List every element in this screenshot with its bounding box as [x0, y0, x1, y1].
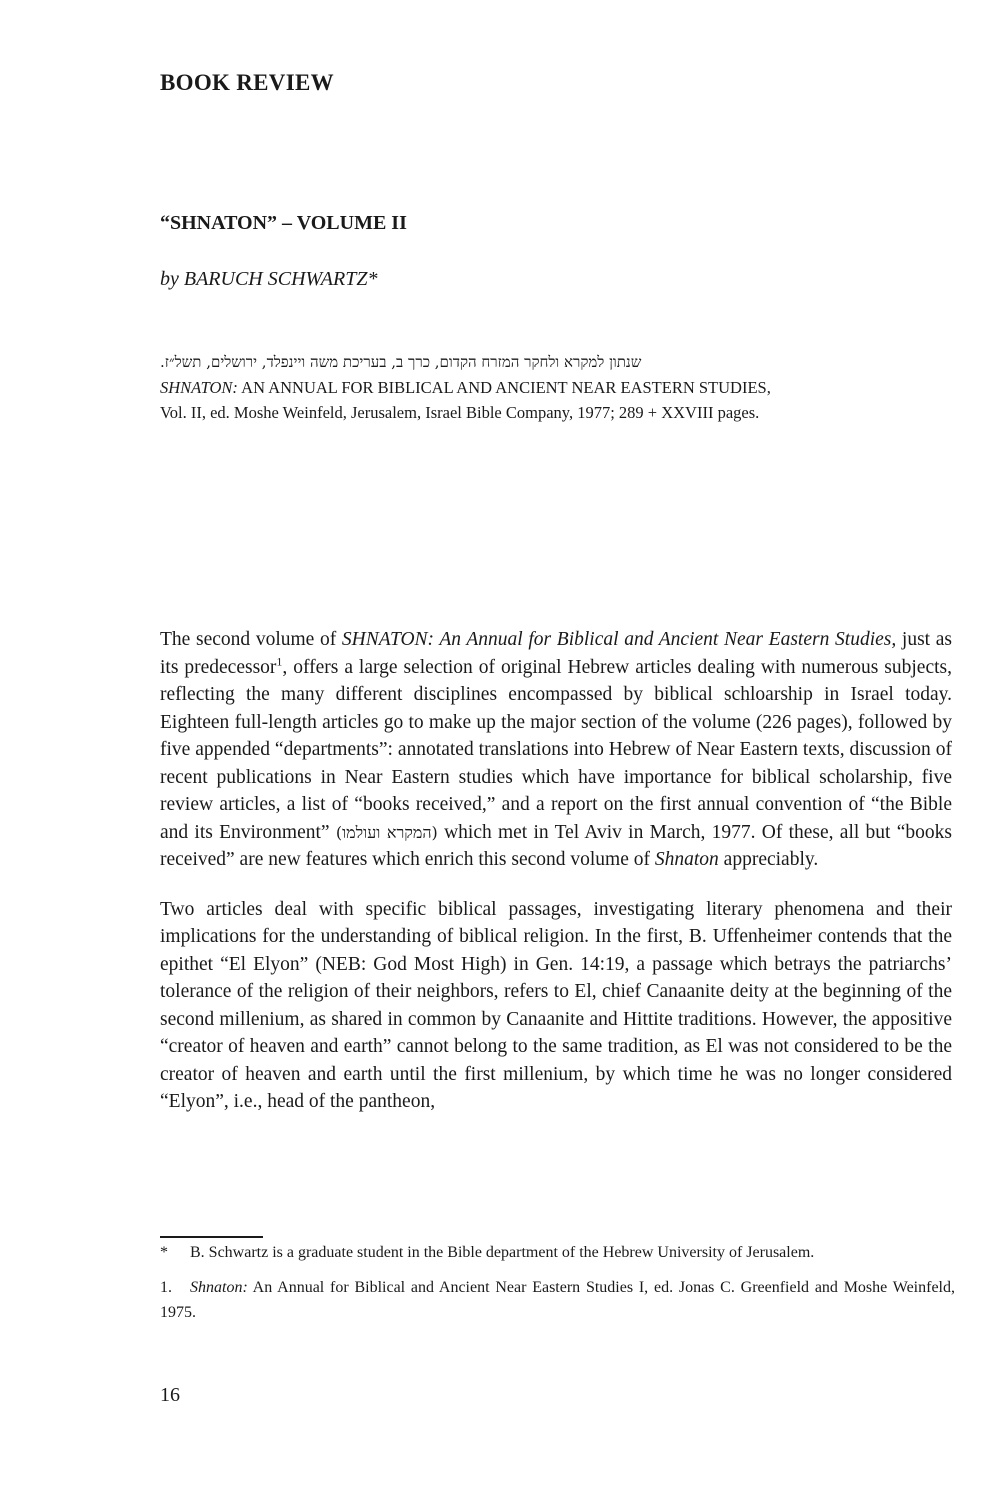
- footnote-1-title: Shnaton:: [190, 1279, 248, 1296]
- section-label: BOOK REVIEW: [160, 70, 334, 95]
- page-number: 16: [160, 1384, 180, 1406]
- footnote-ref-1: 1: [276, 654, 283, 668]
- footnote-asterisk: *: [160, 1244, 168, 1261]
- p1-hebrew-term: (המקרא ועולמו): [335, 822, 438, 842]
- p1-text-d: which met in Tel Aviv in March, 1977. Of these, all but “books received” are new features which enrich this second volume of: [160, 821, 952, 870]
- citation-title: SHNATON:: [160, 378, 238, 397]
- citation-hebrew: שנתון למקרא ולחקר המזרח הקדום, כרך ב, בעריכת משה ויינפלד, ירושלים, תשל״ז.: [160, 353, 642, 371]
- citation-line-1: [160, 375, 955, 400]
- footnote-1-text: An Annual for Biblical and Ancient Near Eastern Studies I, ed. Jonas C. Greenfield and Moshe Weinfeld, 1975.: [160, 1279, 955, 1321]
- footnote-author-text: B. Schwartz is a graduate student in the Bible department of the Hebrew University of Jerusalem.: [190, 1244, 815, 1261]
- p1-text-c: , offers a large selection of original Hebrew articles dealing with numerous subjects, reflecting the many different disciplines encompassed by biblical schloarship in Israel today. Eighteen full-length articles go to make up the major section of the volume (226 pages), followed by five appended “departments”: annotated translations into Hebrew of Near Eastern texts, discussion of recent publications in Near Eastern studies which have importance for biblical scholarship, five review articles, a list of “books received,” and a report on the first annual convention of “the Bible and its Environment”: [160, 656, 952, 843]
- byline: by BARUCH SCHWARTZ*: [160, 268, 378, 290]
- paragraph-1: [160, 626, 952, 874]
- citation-title-rest: AN ANNUAL FOR BIBLICAL AND ANCIENT NEAR EASTERN STUDIES,: [237, 378, 771, 397]
- footnote-divider: [160, 1236, 263, 1238]
- footnote-number: 1.: [160, 1279, 172, 1296]
- p1-book-title: SHNATON: An Annual for Biblical and Ancient Near Eastern Studies,: [341, 629, 897, 650]
- paragraph-2: Two articles deal with specific biblical passages, investigating literary phenomena and their implications for the understanding of biblical religion. In the first, B. Uffenheimer contends that the epithet “El Elyon” (NEB: God Most High) in Gen. 14:19, a passage which betrays the patriarchs’ tolerance of the religion of their neighbors, refers to El, chief Canaanite deity at the beginning of the second millenium, as shared in common by Canaanite and Hittite traditions. However, the appositive “creator of heaven and earth” cannot belong to the same tradition, as El was not considered to be the creator of heaven and earth until the first millenium, by which time he was no longer considered “Elyon”, i.e., head of the pantheon,: [160, 898, 952, 1112]
- citation-line-2: Vol. II, ed. Moshe Weinfeld, Jerusalem, Israel Bible Company, 1977; 289 + XXVIII pages.: [160, 403, 760, 422]
- review-title: “SHNATON” – VOLUME II: [160, 212, 407, 234]
- p1-text-a: The second volume of: [160, 629, 342, 650]
- p1-text-e: appreciably.: [718, 849, 819, 870]
- p1-shnaton-italic: Shnaton: [654, 849, 719, 870]
- footnote-1: [160, 1275, 955, 1325]
- footnotes: [160, 1240, 955, 1335]
- review-body: [160, 626, 952, 1138]
- p1-text-b: just as its predecessor: [160, 629, 953, 678]
- footnote-author: [160, 1240, 955, 1265]
- bibliographic-citation: [160, 350, 955, 425]
